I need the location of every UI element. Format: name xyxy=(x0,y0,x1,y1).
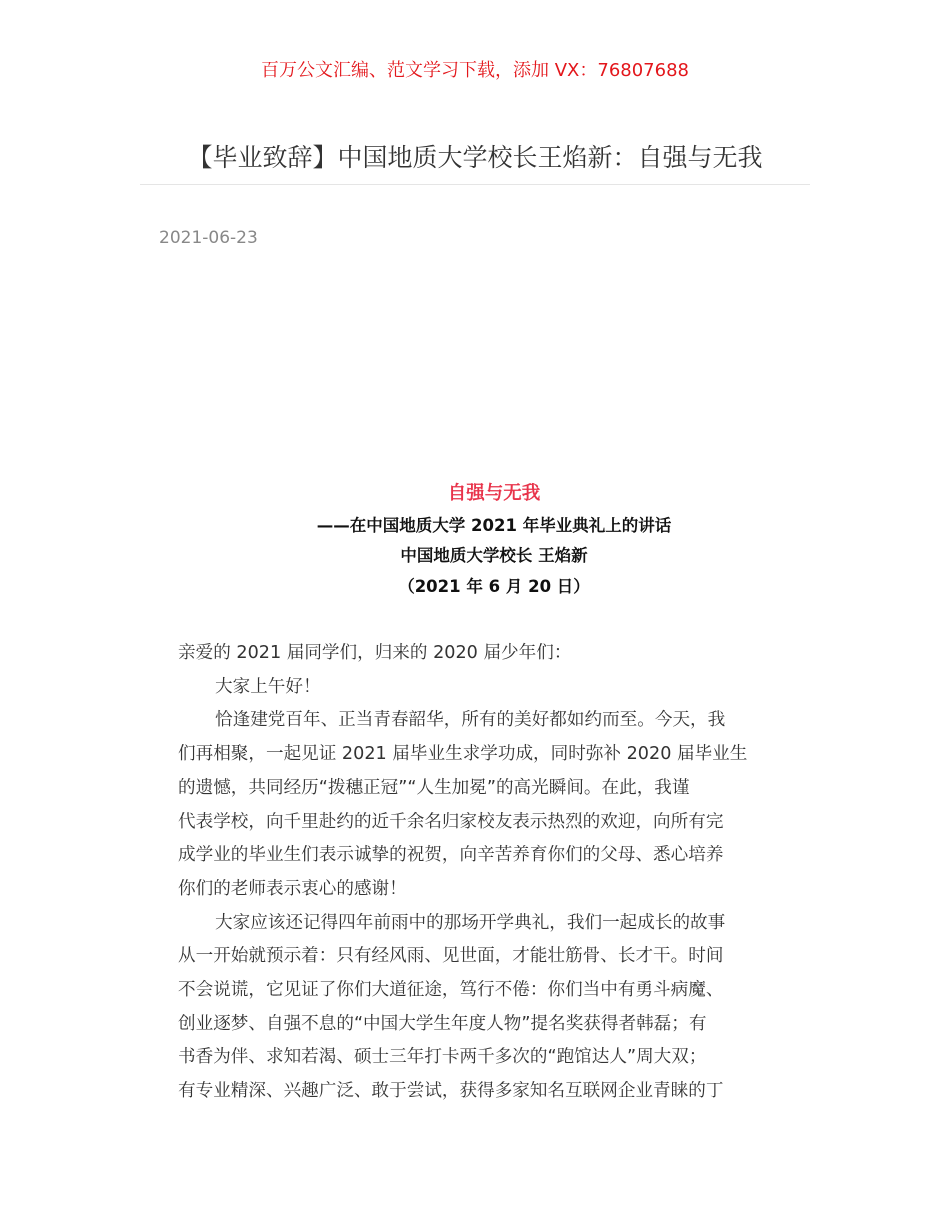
paragraph xyxy=(178,671,778,705)
speech-subtitle: ——在中国地质大学 2021 年毕业典礼上的讲话 xyxy=(316,516,672,535)
paragraph-line: 创业逐梦、自强不息的“中国大学生年度人物”提名奖获得者韩磊；有 xyxy=(178,1013,707,1034)
paragraph-line: 代表学校，向千里赴约的近千余名归家校友表示热烈的欢迎，向所有完 xyxy=(178,811,724,832)
speech-title: 自强与无我 xyxy=(447,483,541,504)
paragraph-line: 大家应该还记得四年前雨中的那场开学典礼，我们一起成长的故事 xyxy=(215,912,726,933)
speech-speaker: 中国地质大学校长 王焰新 xyxy=(400,546,588,565)
paragraph-line: 大家上午好！ xyxy=(215,676,321,697)
paragraph xyxy=(178,907,778,1109)
paragraph xyxy=(178,704,778,906)
banner-text: 百万公文汇编、范文学习下载，添加 VX：76807688 xyxy=(261,60,689,81)
paragraph-line: 有专业精深、兴趣广泛、敢于尝试，获得多家知名互联网企业青睐的丁 xyxy=(178,1081,724,1102)
paragraph-line: 不会说谎，它见证了你们大道征途，笃行不倦：你们当中有勇斗病魔、 xyxy=(178,980,724,1001)
paragraph xyxy=(178,637,778,671)
publish-date: 2021-06-23 xyxy=(159,228,258,248)
paragraph-line: 恰逢建党百年、正当青春韶华，所有的美好都如约而至。今天，我 xyxy=(215,710,726,731)
article-body xyxy=(178,637,778,1109)
paragraph-line: 们再相聚，一起见证 2021 届毕业生求学功成，同时弥补 2020 届毕业生 xyxy=(178,744,748,765)
paragraph-line: 的遗憾，共同经历“拨穗正冠”“人生加冕”的高光瞬间。在此，我谨 xyxy=(178,777,690,798)
paragraph-line: 书香为伴、求知若渴、硕士三年打卡两千多次的“跑馆达人”周大双； xyxy=(178,1047,707,1068)
paragraph-line: 从一开始就预示着：只有经风雨、见世面，才能壮筋骨、长才干。时间 xyxy=(178,946,724,967)
paragraph-line: 成学业的毕业生们表示诚挚的祝贺，向辛苦养育你们的父母、悉心培养 xyxy=(178,845,724,866)
page-title: 【毕业致辞】中国地质大学校长王焰新：自强与无我 xyxy=(187,143,763,172)
paragraph-line: 你们的老师表示衷心的感谢！ xyxy=(178,878,407,899)
title-divider xyxy=(140,184,810,185)
paragraph-line: 亲爱的 2021 届同学们，归来的 2020 届少年们： xyxy=(178,643,572,663)
speech-date: （2021 年 6 月 20 日） xyxy=(398,577,590,596)
